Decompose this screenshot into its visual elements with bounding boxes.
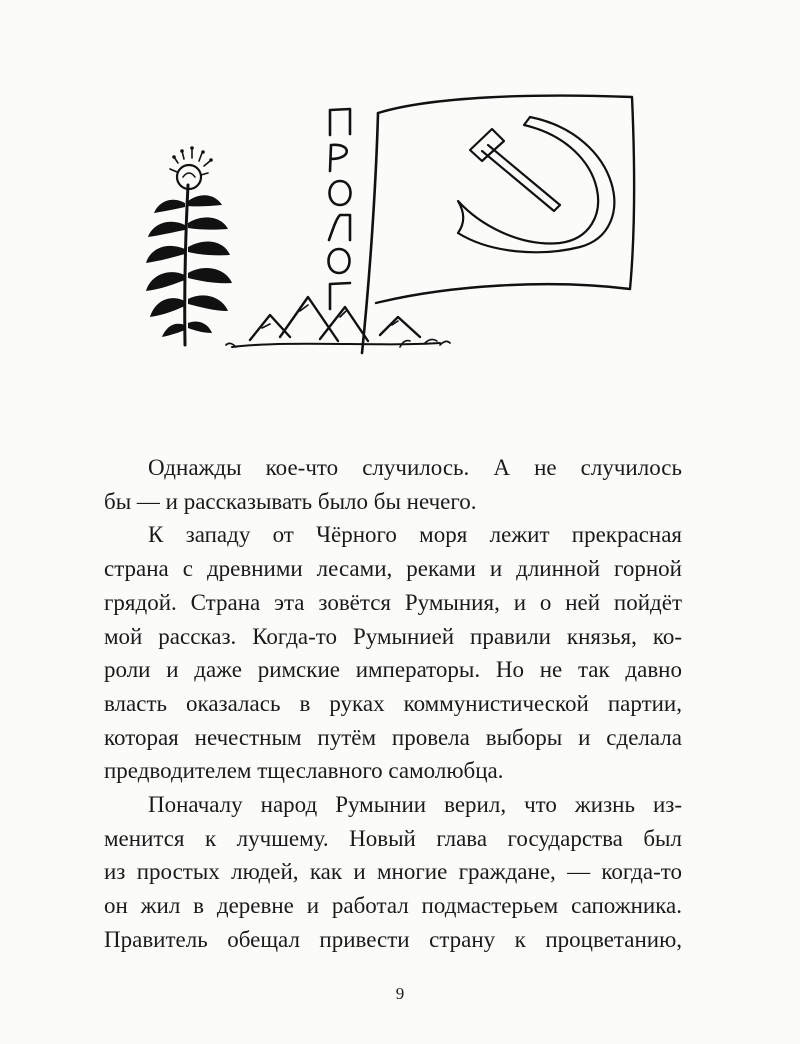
text-line: он жил в деревне и работал подмастерьем сапожника. xyxy=(104,893,682,919)
flag-cloth xyxy=(376,96,634,303)
mountains-icon xyxy=(226,297,450,347)
text-line: власть оказалась в руках коммунистической партии, xyxy=(104,690,682,716)
text-line: бы — и рассказывать было бы нечего. xyxy=(104,488,477,514)
text-line: предводителем тщеславного самолюбца. xyxy=(104,758,504,784)
flag-pole xyxy=(362,113,378,353)
prologue-illustration xyxy=(140,85,660,365)
text-line: роли и даже римские императоры. Но не так давно xyxy=(104,657,682,683)
paragraph-1 xyxy=(104,451,682,518)
flag-title-letter-6 xyxy=(330,283,350,309)
text-line: грядой. Страна эта зовётся Румыния, и о ней пойдёт xyxy=(104,589,682,615)
paragraph-2 xyxy=(104,518,682,788)
text-line: К западу от Чёрного моря лежит прекрасная xyxy=(148,522,682,548)
text-line: Правитель обещал привести страну к процветанию, xyxy=(104,926,682,952)
prologue-text xyxy=(104,451,682,957)
text-line: страна с древними лесами, реками и длинной горной xyxy=(104,556,682,582)
flag-title-letter-1 xyxy=(330,109,350,135)
hammer-and-sickle-icon xyxy=(458,117,614,252)
flag-title-letter-4 xyxy=(329,215,350,240)
text-line: менится к лучшему. Новый глава государства был xyxy=(104,825,682,851)
fern-flower-icon xyxy=(146,146,232,345)
flag-title xyxy=(329,109,351,309)
text-line: Однажды кое-что случилось. А не случилось xyxy=(148,455,682,480)
flag-title-letter-5 xyxy=(329,249,350,273)
flag-title-letter-2 xyxy=(330,145,347,171)
text-line: которая нечестным путём провела выборы и сделала xyxy=(104,724,682,750)
flag-title-letter-3 xyxy=(330,181,351,205)
text-line: мой рассказ. Когда-то Румынией правили князья, ко- xyxy=(104,623,682,649)
text-line: из простых людей, как и многие граждане, — когда-то xyxy=(104,859,682,885)
page-number: 9 xyxy=(395,984,405,1003)
paragraph-3 xyxy=(104,788,682,957)
text-line: Поначалу народ Румынии верил, что жизнь из- xyxy=(148,792,682,818)
